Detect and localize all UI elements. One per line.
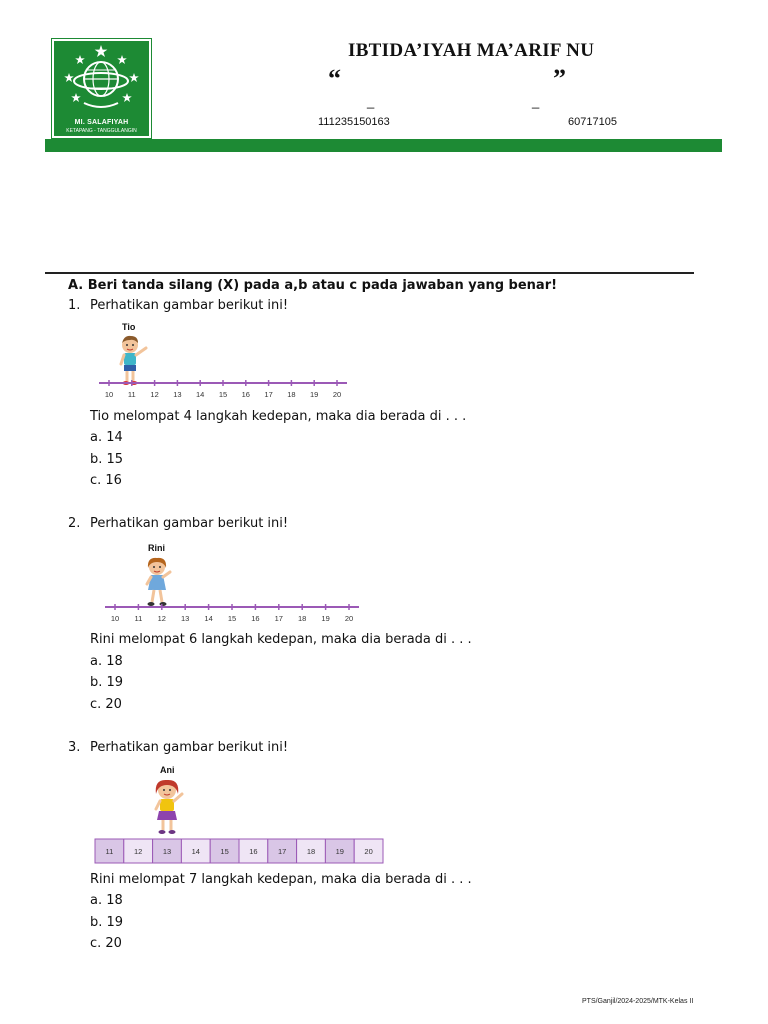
number-line-label: 13	[181, 614, 190, 623]
number-grid-label: 14	[191, 847, 200, 856]
section-divider	[45, 272, 694, 274]
dash-right: _	[532, 94, 540, 109]
q2-character-name: Rini	[148, 543, 165, 553]
number-grid-label: 12	[134, 847, 143, 856]
number-line-label: 14	[196, 390, 205, 399]
quote-open: “	[328, 64, 341, 93]
number-line-label: 17	[264, 390, 273, 399]
number-line-label: 17	[274, 614, 283, 623]
page-footer: PTS/Ganjil/2024-2025/MTK-Kelas II	[582, 998, 694, 1005]
number-line-label: 19	[321, 614, 330, 623]
q2-option-b[interactable]: b. 19	[90, 675, 124, 690]
q3-option-c[interactable]: c. 20	[90, 936, 122, 951]
q1-character-name: Tio	[122, 322, 136, 332]
q2-number-line-figure	[102, 542, 362, 626]
girl-character-icon	[150, 778, 188, 836]
number-line-label: 11	[127, 390, 136, 399]
q3-option-b[interactable]: b. 19	[90, 915, 124, 930]
number-grid-label: 16	[249, 847, 258, 856]
q3-question: Rini melompat 7 langkah kedepan, maka dia berada di . . .	[90, 872, 472, 887]
q2-option-a[interactable]: a. 18	[90, 654, 123, 669]
number-line-label: 19	[310, 390, 319, 399]
q1-number: 1.	[68, 298, 81, 313]
q1-option-b[interactable]: b. 15	[90, 452, 124, 467]
q2-question: Rini melompat 6 langkah kedepan, maka dia berada di . . .	[90, 632, 472, 647]
number-grid-label: 11	[105, 847, 114, 856]
q3-option-a[interactable]: a. 18	[90, 893, 123, 908]
header-number-left: 111235150163	[318, 116, 390, 128]
q2-option-c[interactable]: c. 20	[90, 697, 122, 712]
number-line-label: 15	[227, 614, 237, 623]
number-line-label: 18	[287, 390, 296, 399]
logo-school-name: MI. SALAFIYAH	[74, 119, 129, 126]
number-line-label: 16	[241, 390, 250, 399]
number-line-label: 15	[218, 390, 228, 399]
dash-left: _	[367, 94, 375, 109]
q2-prompt: Perhatikan gambar berikut ini!	[90, 516, 289, 531]
number-line-label: 10	[110, 614, 120, 623]
quote-close: ”	[553, 64, 566, 93]
logo-address: KETAPANG - TANGGULANGIN	[66, 128, 137, 134]
q2-number-line	[102, 602, 362, 624]
q1-option-c[interactable]: c. 16	[90, 473, 122, 488]
q1-prompt: Perhatikan gambar berikut ini!	[90, 298, 289, 313]
number-line-label: 10	[104, 390, 114, 399]
number-line-label: 16	[251, 614, 260, 623]
number-line-label: 14	[204, 614, 213, 623]
q1-question: Tio melompat 4 langkah kedepan, maka dia berada di . . .	[90, 409, 467, 424]
q3-number-grid-figure	[94, 764, 386, 866]
girl-character-icon	[142, 556, 178, 608]
number-line-label: 12	[150, 390, 159, 399]
number-line-label: 11	[134, 614, 143, 623]
number-line-label: 20	[332, 390, 342, 399]
q3-character-name: Ani	[160, 765, 175, 775]
number-grid-label: 17	[278, 847, 287, 856]
header-green-bar	[45, 139, 722, 152]
number-line-label: 12	[157, 614, 166, 623]
section-heading: A. Beri tanda silang (X) pada a,b atau c pada jawaban yang benar!	[68, 278, 558, 293]
q3-number-grid	[94, 838, 386, 864]
number-grid-label: 18	[306, 847, 316, 856]
number-line-label: 20	[344, 614, 354, 623]
school-title: IBTIDA’IYAH MA’ARIF NU	[348, 40, 595, 61]
nu-globe-emblem-icon	[54, 41, 149, 119]
number-grid-label: 15	[220, 847, 229, 856]
number-grid-label: 19	[335, 847, 344, 856]
header-number-right: 60717105	[568, 116, 617, 128]
number-grid-label: 20	[364, 847, 373, 856]
q1-number-line	[96, 378, 356, 400]
q3-prompt: Perhatikan gambar berikut ini!	[90, 740, 289, 755]
number-grid-label: 13	[162, 847, 172, 856]
number-line-label: 18	[298, 614, 307, 623]
q1-number-line-figure	[96, 320, 356, 400]
school-logo	[52, 39, 151, 138]
number-line-label: 13	[173, 390, 182, 399]
q1-option-a[interactable]: a. 14	[90, 430, 123, 445]
q2-number: 2.	[68, 516, 81, 531]
q3-number: 3.	[68, 740, 81, 755]
